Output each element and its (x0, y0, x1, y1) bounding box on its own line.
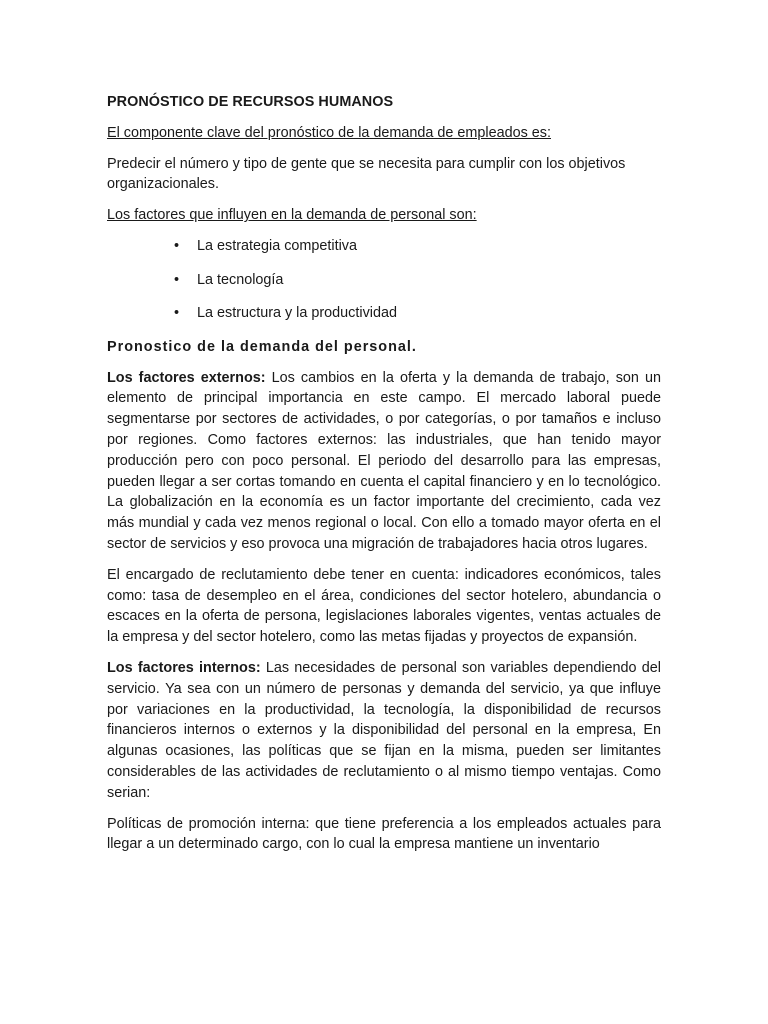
bullet-icon: • (174, 237, 180, 254)
bullet-item-text: La estructura y la productividad (197, 305, 397, 322)
paragraph-predict: Predecir el número y tipo de gente que se necesita para cumplir con los objetivos organizacionales. (107, 155, 626, 193)
internal-factors-text: Las necesidades de personal son variables dependiendo del servicio. Ya sea con un número de personas y demanda del servicio, ya que influye por variaciones en la productividad, la tecnología, la disponibilidad de recursos financieros internos o externos y la disponibilidad del personal en la empresa, En algunas ocasiones, las políticas que se fijan en la misma, pueden ser limitantes considerables de las actividades de reclutamiento o al mismo tiempo ventajas. Como serian: (107, 659, 661, 801)
factors-bullet-list (107, 236, 661, 324)
underlined-heading-key-component: El componente clave del pronóstico de la demanda de empleados es: (107, 124, 551, 141)
bullet-item (107, 236, 661, 257)
paragraph-recruitment: El encargado de reclutamiento debe tener en cuenta: indicadores económicos, tales como: tasa de desempleo en el área, condiciones del sector hotelero, abundancia o escaces en la oferta de persona, legislaciones laborales vigentes, ventas actuales de la empresa y del sector hotelero, como las metas fijadas y proyectos de expansión. (107, 566, 661, 646)
internal-factors-lead: Los factores internos: (107, 659, 261, 676)
bullet-icon: • (174, 271, 180, 288)
paragraph-policies: Políticas de promoción interna: que tiene preferencia a los empleados actuales para llegar a un determinado cargo, con lo cual la empresa mantiene un inventario (107, 815, 661, 853)
bullet-item-text: La estrategia competitiva (197, 237, 357, 254)
bullet-item (107, 303, 661, 324)
bullet-icon: • (174, 305, 180, 322)
underlined-heading-factors: Los factores que influyen en la demanda de personal son: (107, 207, 477, 224)
paragraph-external-factors (107, 368, 661, 555)
section-subtitle: Pronostico de la demanda del personal. (107, 338, 417, 355)
external-factors-lead: Los factores externos: (107, 369, 266, 386)
external-factors-text: Los cambios en la oferta y la demanda de trabajo, son un elemento de principal importancia en este campo. El mercado laboral puede segmentarse por sectores de actividades, o por categorías, o por tamaños e incluso por regiones. Como factores externos: las industriales, que han tenido mayor producción pero con poco personal. El periodo del desarrollo para las empresas, pueden llegar a ser cortas tomando en cuenta el capital financiero y en lo tecnológico. La globalización en la economía es un factor importante del crecimiento, cada vez más mundial y cada vez menos regional o local. Con ello a tomado mayor oferta en el sector de servicios y eso provoca una migración de trabajadores hacia otros lugares. (107, 369, 661, 552)
bullet-item (107, 270, 661, 291)
document-page (107, 92, 661, 865)
paragraph-internal-factors (107, 658, 661, 804)
bullet-item-text: La tecnología (197, 271, 284, 288)
document-title: PRONÓSTICO DE RECURSOS HUMANOS (107, 94, 394, 110)
